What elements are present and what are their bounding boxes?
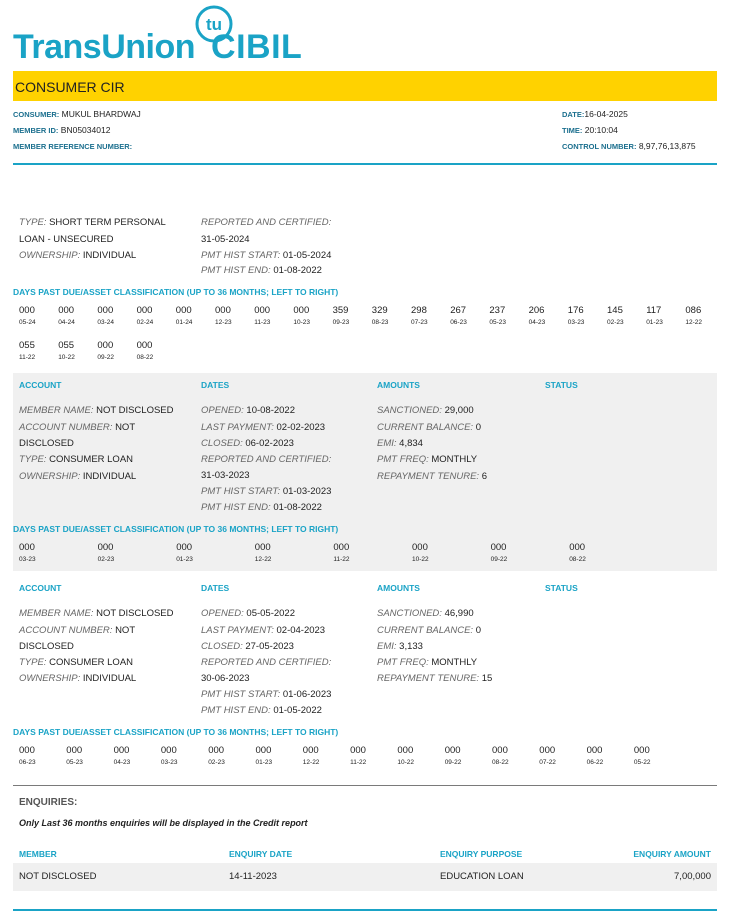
dpd-value: 176 <box>567 305 584 316</box>
account2-member-name: MEMBER NAME: NOT DISCLOSED <box>19 405 174 416</box>
dpd-month: 06-23 <box>19 759 36 766</box>
dpd-value: 000 <box>633 745 650 756</box>
dpd-cell <box>333 305 373 326</box>
account2-header-amounts: AMOUNTS <box>377 380 420 390</box>
dpd-month: 07-22 <box>539 759 556 766</box>
dpd-month: 07-23 <box>411 319 428 326</box>
dpd-value: 117 <box>646 305 662 316</box>
consumer-name: CONSUMER: MUKUL BHARDWAJ <box>13 109 141 119</box>
account3-pmt-freq: PMT FREQ: MONTHLY <box>377 657 478 668</box>
dpd-value: 206 <box>528 305 545 316</box>
dpd-cell <box>176 542 216 563</box>
dpd-value: 267 <box>450 305 467 316</box>
dpd-value: 000 <box>208 745 225 756</box>
enquiries-note: Only Last 36 months enquiries will be displayed in the Credit report <box>19 818 308 828</box>
account2-emi: EMI: 4,834 <box>377 438 423 449</box>
dpd-month: 06-22 <box>586 759 604 766</box>
dpd-value: 000 <box>254 305 271 316</box>
account1-ownership: OWNERSHIP: INDIVIDUAL <box>19 250 137 261</box>
account2-pmt-freq: PMT FREQ: MONTHLY <box>377 454 478 465</box>
dpd-month: 11-22 <box>19 354 36 361</box>
dpd-cell <box>208 745 248 766</box>
account2-account-number-cont: DISCLOSED <box>19 438 74 449</box>
dpd-cell <box>97 340 137 361</box>
divider <box>13 163 717 165</box>
dpd-cell <box>303 745 343 766</box>
dpd-value: 000 <box>97 340 114 351</box>
dpd-month: 02-24 <box>136 319 154 326</box>
dpd-cell <box>255 542 295 563</box>
account3-header-account: ACCOUNT <box>19 583 62 593</box>
enquiry-date: 14-11-2023 <box>229 871 277 882</box>
dpd-cell <box>333 542 373 563</box>
dpd-month: 12-22 <box>254 556 272 563</box>
dpd-cell <box>489 305 529 326</box>
dpd-month: 08-23 <box>371 319 389 326</box>
dpd-month: 04-24 <box>58 319 75 326</box>
member-reference-number: MEMBER REFERENCE NUMBER: <box>13 142 133 151</box>
dpd-month: 06-23 <box>450 319 467 326</box>
dpd-cell <box>293 305 333 326</box>
dpd-value: 000 <box>97 305 114 316</box>
account3-pmt-start: PMT HIST START: 01-06-2023 <box>201 689 332 700</box>
dpd-value: 000 <box>333 542 350 553</box>
dpd-month: 04-23 <box>113 759 131 766</box>
account2-current-balance: CURRENT BALANCE: 0 <box>377 422 482 433</box>
dpd-value: 000 <box>255 745 272 756</box>
enquiry-header-date: ENQUIRY DATE <box>229 849 293 859</box>
dpd-cell <box>19 745 59 766</box>
dpd-value: 298 <box>411 305 427 316</box>
account2-opened: OPENED: 10-08-2022 <box>201 405 296 416</box>
account2-reported-label: REPORTED AND CERTIFIED: <box>201 454 332 465</box>
dpd-month: 10-22 <box>397 759 415 766</box>
dpd-month: 12-23 <box>215 319 232 326</box>
dpd-value: 000 <box>492 745 508 756</box>
dpd-value: 000 <box>136 305 153 316</box>
dpd-month: 09-23 <box>332 319 350 326</box>
enquiry-header-amount: ENQUIRY AMOUNT <box>633 849 711 859</box>
dpd-cell <box>58 340 98 361</box>
dpd-cell <box>607 305 647 326</box>
account3-current-balance: CURRENT BALANCE: 0 <box>377 625 482 636</box>
account2-type: TYPE: CONSUMER LOAN <box>19 454 134 465</box>
account1-pmt-end: PMT HIST END: 01-08-2022 <box>201 265 322 276</box>
enquiry-purpose: EDUCATION LOAN <box>440 871 524 882</box>
dpd-cell <box>114 745 154 766</box>
report-date: DATE:16-04-2025 <box>562 109 628 119</box>
dpd-month: 08-22 <box>569 556 586 563</box>
report-title: CONSUMER CIR <box>15 79 125 95</box>
brand-suffix: CIBIL <box>211 28 303 66</box>
dpd-cell <box>215 305 255 326</box>
dpd-value: 000 <box>160 745 177 756</box>
dpd-month: 12-22 <box>302 759 320 766</box>
account3-last-payment: LAST PAYMENT: 02-04-2023 <box>201 625 326 636</box>
dpd-cell <box>19 305 59 326</box>
account3-repayment-tenure: REPAYMENT TENURE: 15 <box>377 673 493 684</box>
dpd-cell <box>539 745 579 766</box>
dpd-value: 000 <box>397 745 414 756</box>
account3-account-number: ACCOUNT NUMBER: NOT <box>19 625 136 636</box>
dpd-month: 08-22 <box>136 354 154 361</box>
enquiry-header-member: MEMBER <box>19 849 57 859</box>
dpd-month: 05-24 <box>19 319 36 326</box>
dpd-cell <box>58 305 98 326</box>
dpd-cell <box>254 305 294 326</box>
dpd-value: 000 <box>412 542 428 553</box>
dpd-month: 08-22 <box>492 759 509 766</box>
dpd-cell <box>450 305 490 326</box>
dpd-month: 01-23 <box>255 759 273 766</box>
account3-sanctioned: SANCTIONED: 46,990 <box>377 608 474 619</box>
account2-pmt-end: PMT HIST END: 01-08-2022 <box>201 502 322 513</box>
dpd-month: 10-22 <box>412 556 429 563</box>
dpd-cell <box>646 305 686 326</box>
account1-dpd-title: DAYS PAST DUE/ASSET CLASSIFICATION (UP TO 36 MONTHS; LEFT TO RIGHT) <box>13 287 339 297</box>
member-id: MEMBER ID: BN05034012 <box>13 125 111 135</box>
dpd-value: 000 <box>215 305 231 316</box>
account2-sanctioned: SANCTIONED: 29,000 <box>377 405 474 416</box>
enquiries-title: ENQUIRIES: <box>19 797 78 808</box>
dpd-cell <box>685 305 725 326</box>
account3-account-number-cont: DISCLOSED <box>19 641 74 652</box>
account2-ownership: OWNERSHIP: INDIVIDUAL <box>19 471 137 482</box>
dpd-month: 11-22 <box>333 556 350 563</box>
dpd-cell <box>491 542 531 563</box>
account1-reported-label: REPORTED AND CERTIFIED: <box>201 217 332 228</box>
dpd-value: 000 <box>97 542 114 553</box>
account3-reported-value: 30-06-2023 <box>201 673 250 684</box>
dpd-value: 000 <box>175 305 192 316</box>
account2-closed: CLOSED: 06-02-2023 <box>201 438 294 449</box>
control-number: CONTROL NUMBER: 8,97,76,13,875 <box>562 141 696 151</box>
dpd-cell <box>137 340 177 361</box>
table-row <box>13 863 717 891</box>
dpd-value: 000 <box>586 745 603 756</box>
dpd-month: 10-23 <box>293 319 311 326</box>
account2-pmt-start: PMT HIST START: 01-03-2023 <box>201 486 332 497</box>
account3-header-dates: DATES <box>201 583 230 593</box>
dpd-value: 000 <box>293 305 310 316</box>
enquiry-member: NOT DISCLOSED <box>19 871 97 882</box>
dpd-cell <box>411 305 451 326</box>
dpd-value: 086 <box>685 305 702 316</box>
dpd-month: 05-23 <box>66 759 83 766</box>
dpd-value: 000 <box>350 745 366 756</box>
dpd-cell <box>569 542 609 563</box>
account2-header-status: STATUS <box>545 380 578 390</box>
dpd-month: 02-23 <box>607 319 624 326</box>
dpd-cell <box>529 305 569 326</box>
dpd-cell <box>492 745 532 766</box>
dpd-cell <box>397 745 437 766</box>
account2-reported-value: 31-03-2023 <box>201 470 250 481</box>
dpd-month: 03-23 <box>567 319 585 326</box>
account3-reported-label: REPORTED AND CERTIFIED: <box>201 657 332 668</box>
dpd-cell <box>412 542 452 563</box>
dpd-value: 000 <box>19 542 35 553</box>
account1-type-cont: LOAN - UNSECURED <box>19 234 114 245</box>
dpd-value: 000 <box>113 745 130 756</box>
dpd-month: 02-23 <box>97 556 115 563</box>
dpd-value: 359 <box>332 305 349 316</box>
dpd-value: 000 <box>19 745 35 756</box>
account2-account-number: ACCOUNT NUMBER: NOT <box>19 422 136 433</box>
account1-type: TYPE: SHORT TERM PERSONAL <box>19 217 166 228</box>
enquiry-header-purpose: ENQUIRY PURPOSE <box>440 849 523 859</box>
dpd-cell <box>176 305 216 326</box>
dpd-cell <box>98 542 138 563</box>
dpd-month: 03-23 <box>160 759 178 766</box>
dpd-value: 000 <box>66 745 83 756</box>
dpd-cell <box>97 305 137 326</box>
dpd-month: 09-22 <box>444 759 462 766</box>
dpd-cell <box>634 745 674 766</box>
dpd-value: 000 <box>19 305 35 316</box>
account3-header-amounts: AMOUNTS <box>377 583 420 593</box>
dpd-month: 01-23 <box>646 319 663 326</box>
dpd-month: 11-22 <box>350 759 367 766</box>
dpd-month: 03-23 <box>19 556 36 563</box>
account2-last-payment: LAST PAYMENT: 02-02-2023 <box>201 422 326 433</box>
dpd-value: 237 <box>489 305 506 316</box>
account3-pmt-end: PMT HIST END: 01-05-2022 <box>201 705 322 716</box>
dpd-month: 04-23 <box>528 319 546 326</box>
dpd-cell <box>161 745 201 766</box>
divider <box>13 909 717 911</box>
report-time: TIME: 20:10:04 <box>562 125 618 135</box>
account2-dpd-title: DAYS PAST DUE/ASSET CLASSIFICATION (UP TO 36 MONTHS; LEFT TO RIGHT) <box>13 524 339 534</box>
account3-header-status: STATUS <box>545 583 578 593</box>
dpd-month: 02-23 <box>208 759 225 766</box>
account3-dpd-title: DAYS PAST DUE/ASSET CLASSIFICATION (UP TO 36 MONTHS; LEFT TO RIGHT) <box>13 727 339 737</box>
svg-text:tu: tu <box>205 15 223 34</box>
dpd-month: 05-23 <box>489 319 507 326</box>
dpd-value: 000 <box>569 542 586 553</box>
dpd-cell <box>66 745 106 766</box>
dpd-month: 05-22 <box>633 759 651 766</box>
dpd-cell <box>350 745 390 766</box>
account3-closed: CLOSED: 27-05-2023 <box>201 641 294 652</box>
account1-pmt-start: PMT HIST START: 01-05-2024 <box>201 250 332 261</box>
transunion-cibil-logo <box>13 4 353 66</box>
dpd-month: 03-24 <box>97 319 115 326</box>
brand-name: TransUnion <box>13 28 196 66</box>
dpd-value: 000 <box>302 745 319 756</box>
dpd-value: 000 <box>490 542 507 553</box>
dpd-value: 000 <box>444 745 461 756</box>
dpd-cell <box>372 305 412 326</box>
account1-reported-value: 31-05-2024 <box>201 234 250 245</box>
dpd-value: 000 <box>176 542 193 553</box>
account2-repayment-tenure: REPAYMENT TENURE: 6 <box>377 471 487 482</box>
dpd-month: 09-22 <box>490 556 508 563</box>
dpd-value: 000 <box>539 745 556 756</box>
report-title-bar <box>13 71 717 101</box>
dpd-value: 000 <box>136 340 153 351</box>
divider <box>13 785 717 786</box>
dpd-value: 000 <box>58 305 75 316</box>
account3-emi: EMI: 3,133 <box>377 641 423 652</box>
account3-ownership: OWNERSHIP: INDIVIDUAL <box>19 673 137 684</box>
account2-header-dates: DATES <box>201 380 230 390</box>
dpd-cell <box>568 305 608 326</box>
account3-member-name: MEMBER NAME: NOT DISCLOSED <box>19 608 174 619</box>
dpd-value: 055 <box>19 340 35 351</box>
dpd-value: 000 <box>254 542 271 553</box>
dpd-month: 01-23 <box>176 556 193 563</box>
dpd-value: 145 <box>607 305 623 316</box>
dpd-cell <box>19 340 59 361</box>
account3-opened: OPENED: 05-05-2022 <box>201 608 296 619</box>
dpd-cell <box>587 745 627 766</box>
account2-header-account: ACCOUNT <box>19 380 62 390</box>
dpd-cell <box>445 745 485 766</box>
dpd-value: 329 <box>371 305 388 316</box>
account3-type: TYPE: CONSUMER LOAN <box>19 657 134 668</box>
dpd-month: 11-23 <box>254 319 271 326</box>
dpd-month: 09-22 <box>97 354 115 361</box>
enquiry-amount: 7,00,000 <box>674 871 711 882</box>
dpd-value: 055 <box>58 340 75 351</box>
dpd-cell <box>256 745 296 766</box>
dpd-month: 10-22 <box>58 354 75 361</box>
dpd-cell <box>137 305 177 326</box>
dpd-month: 12-22 <box>685 319 703 326</box>
dpd-month: 01-24 <box>175 319 193 326</box>
dpd-cell <box>19 542 59 563</box>
